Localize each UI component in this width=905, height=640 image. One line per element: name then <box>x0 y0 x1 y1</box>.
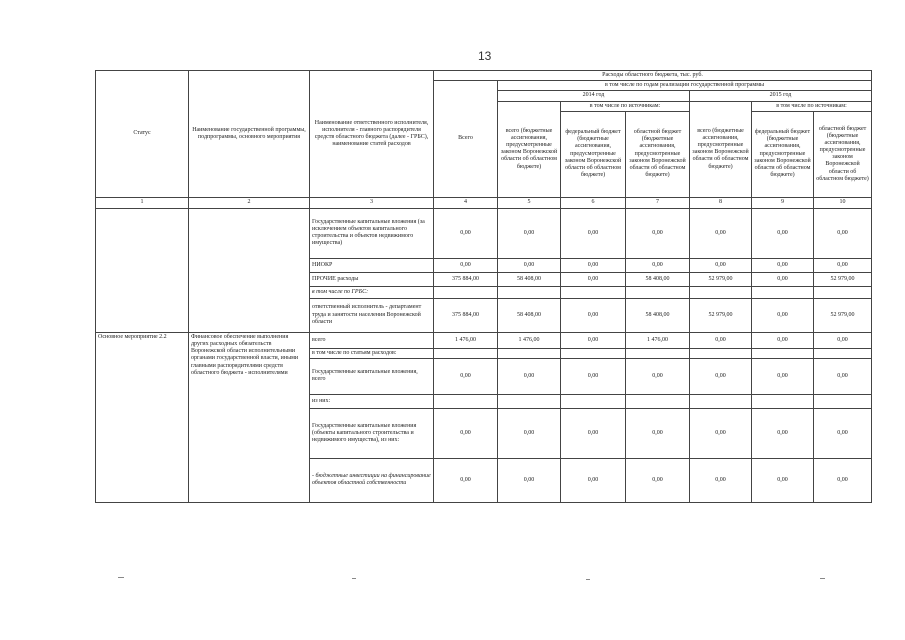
empty-cell <box>626 286 690 298</box>
empty-cell <box>814 286 872 298</box>
value-cell: 0,00 <box>690 408 752 458</box>
empty-cell <box>814 394 872 408</box>
value-cell: 0,00 <box>561 208 626 258</box>
empty-cell <box>752 348 814 358</box>
empty-cell <box>434 394 498 408</box>
empty-cell <box>690 348 752 358</box>
value-cell: 52 979,00 <box>690 298 752 332</box>
row-label: - бюджетные инвестиции на финансирование объектов областной собственности <box>310 458 434 502</box>
header-col5: всего (бюджетные ассигнования, предусмотренные законом Воронежской области об областном бюджете) <box>498 101 561 197</box>
row-label: НИОКР <box>310 258 434 272</box>
table-row <box>96 332 872 348</box>
empty-cell <box>434 348 498 358</box>
value-cell: 0,00 <box>690 358 752 394</box>
header-by-sources-2015: в том числе по источникам: <box>752 101 872 111</box>
empty-cell <box>561 394 626 408</box>
empty-cell <box>498 348 561 358</box>
row-label: Государственные капитальные вложения (объекты капитального строительства и недвижимого имущества), из них: <box>310 408 434 458</box>
row-label: ответственный исполнитель - департамент труда и занятости населения Воронежской области <box>310 298 434 332</box>
value-cell: 0,00 <box>626 208 690 258</box>
value-cell: 0,00 <box>498 408 561 458</box>
column-number: 8 <box>690 197 752 208</box>
scan-mark <box>352 578 356 579</box>
value-cell: 0,00 <box>561 332 626 348</box>
value-cell: 0,00 <box>434 358 498 394</box>
header-col9: федеральный бюджет (бюджетные ассигнования, предусмотренные законом Воронежской области об областном бюджете) <box>752 111 814 197</box>
value-cell: 0,00 <box>561 458 626 502</box>
value-cell: 0,00 <box>814 358 872 394</box>
value-cell: 1 476,00 <box>498 332 561 348</box>
table-row <box>96 208 872 258</box>
value-cell: 0,00 <box>752 258 814 272</box>
budget-table <box>95 70 872 503</box>
empty-cell <box>498 394 561 408</box>
value-cell: 0,00 <box>814 458 872 502</box>
empty-cell <box>752 394 814 408</box>
column-number: 4 <box>434 197 498 208</box>
value-cell: 0,00 <box>626 458 690 502</box>
name-cell: Финансовое обеспечение выполнения других расходных обязательств Воронежской области исполнительными органами государственной власти, иными главными распорядителями средств областного бюджета - исполнителями <box>189 332 310 502</box>
value-cell: 0,00 <box>434 208 498 258</box>
column-number: 6 <box>561 197 626 208</box>
status-cell: Основное мероприятие 2.2 <box>96 332 189 502</box>
empty-cell <box>561 348 626 358</box>
value-cell: 0,00 <box>561 358 626 394</box>
value-cell: 0,00 <box>752 358 814 394</box>
row-label: в том числе по статьям расходов: <box>310 348 434 358</box>
empty-cell <box>626 348 690 358</box>
header-col6: федеральный бюджет (бюджетные ассигнования, предусмотренные законом Воронежской области об областном бюджете) <box>561 111 626 197</box>
header-col10: областной бюджет (бюджетные ассигнования, предусмотренные законом Воронежской области об областном бюджете) <box>814 111 872 197</box>
value-cell: 0,00 <box>752 298 814 332</box>
value-cell: 0,00 <box>561 298 626 332</box>
column-number: 7 <box>626 197 690 208</box>
header-total: Всего <box>434 81 498 198</box>
value-cell: 0,00 <box>814 332 872 348</box>
header-expenses-title: Расходы областного бюджета, тыс. руб. <box>434 71 872 81</box>
empty-cell <box>690 286 752 298</box>
value-cell: 0,00 <box>752 332 814 348</box>
empty-cell <box>626 394 690 408</box>
value-cell: 58 408,00 <box>498 272 561 286</box>
empty-cell <box>434 286 498 298</box>
value-cell: 0,00 <box>626 408 690 458</box>
value-cell: 0,00 <box>498 258 561 272</box>
column-number: 1 <box>96 197 189 208</box>
value-cell: 0,00 <box>814 408 872 458</box>
value-cell: 0,00 <box>752 458 814 502</box>
row-label: Государственные капитальные вложения, всего <box>310 358 434 394</box>
value-cell: 0,00 <box>690 258 752 272</box>
value-cell: 0,00 <box>498 458 561 502</box>
value-cell: 0,00 <box>498 208 561 258</box>
column-number: 2 <box>189 197 310 208</box>
scan-mark <box>118 577 124 578</box>
header-program-name: Наименование государственной программы, подпрограммы, основного мероприятия <box>189 71 310 198</box>
empty-cell <box>690 394 752 408</box>
column-number: 5 <box>498 197 561 208</box>
column-number: 9 <box>752 197 814 208</box>
scan-mark <box>586 579 590 580</box>
value-cell: 0,00 <box>434 408 498 458</box>
row-label: из них: <box>310 394 434 408</box>
value-cell: 1 476,00 <box>626 332 690 348</box>
value-cell: 0,00 <box>561 408 626 458</box>
value-cell: 0,00 <box>814 258 872 272</box>
row-label: всего <box>310 332 434 348</box>
value-cell: 0,00 <box>752 408 814 458</box>
scan-mark <box>820 578 825 579</box>
empty-cell <box>814 348 872 358</box>
value-cell: 58 408,00 <box>498 298 561 332</box>
value-cell: 0,00 <box>814 208 872 258</box>
value-cell: 0,00 <box>561 258 626 272</box>
header-by-years: в том числе по годам реализации государственной программы <box>498 81 872 91</box>
status-cell-empty <box>96 208 189 332</box>
value-cell: 0,00 <box>690 332 752 348</box>
value-cell: 58 408,00 <box>626 298 690 332</box>
row-label: в том числе по ГРБС: <box>310 286 434 298</box>
value-cell: 0,00 <box>626 358 690 394</box>
header-executor: Наименование ответственного исполнителя, исполнителя - главного распорядителя средств областного бюджета (далее - ГРБС), наименование статей расходов <box>310 71 434 198</box>
header-by-sources-2014: в том числе по источникам: <box>561 101 690 111</box>
value-cell: 375 884,00 <box>434 272 498 286</box>
value-cell: 0,00 <box>626 258 690 272</box>
value-cell: 58 408,00 <box>626 272 690 286</box>
row-label: ПРОЧИЕ расходы <box>310 272 434 286</box>
value-cell: 0,00 <box>690 208 752 258</box>
value-cell: 52 979,00 <box>690 272 752 286</box>
header-col7: областной бюджет (бюджетные ассигнования, предусмотренные законом Воронежской области об областном бюджете) <box>626 111 690 197</box>
header-year-2015: 2015 год <box>690 91 872 101</box>
value-cell: 375 884,00 <box>434 298 498 332</box>
header-year-2014: 2014 год <box>498 91 690 101</box>
row-label: Государственные капитальные вложения (за исключением объектов капитального строительства и объектов недвижимого имущества) <box>310 208 434 258</box>
value-cell: 0,00 <box>498 358 561 394</box>
value-cell: 0,00 <box>561 272 626 286</box>
value-cell: 0,00 <box>434 458 498 502</box>
column-numbers-row <box>96 197 872 208</box>
value-cell: 52 979,00 <box>814 272 872 286</box>
name-cell-empty <box>189 208 310 332</box>
value-cell: 0,00 <box>752 272 814 286</box>
value-cell: 0,00 <box>690 458 752 502</box>
empty-cell <box>752 286 814 298</box>
page-number: 13 <box>478 49 492 63</box>
empty-cell <box>561 286 626 298</box>
value-cell: 0,00 <box>434 258 498 272</box>
header-col8: всего (бюджетные ассигнования, предусмотренные законом Воронежской области об областном бюджете) <box>690 101 752 197</box>
empty-cell <box>498 286 561 298</box>
header-status: Статус <box>96 71 189 198</box>
value-cell: 1 476,00 <box>434 332 498 348</box>
column-number: 3 <box>310 197 434 208</box>
value-cell: 52 979,00 <box>814 298 872 332</box>
column-number: 10 <box>814 197 872 208</box>
value-cell: 0,00 <box>752 208 814 258</box>
